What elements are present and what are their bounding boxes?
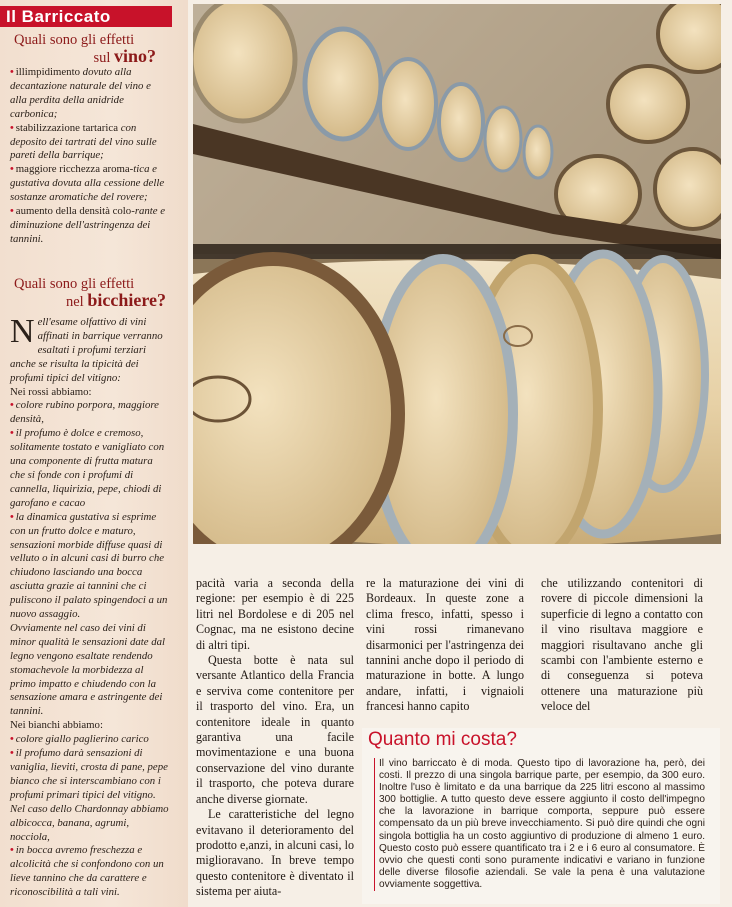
lower-barrels: [193, 254, 721, 544]
item-text: colore rubino porpora, maggiore densità,: [10, 399, 159, 426]
item-text: in bocca avremo freschezza e alcolicità che si confondono con un lieve tannino che da carattere e riconoscibilità a tali vini.: [10, 844, 164, 899]
list-item: [10, 66, 170, 122]
list-item: [10, 205, 170, 247]
item-text: rante e diminuzione dell'astringenza dei tannini.: [10, 205, 166, 245]
item-text: il profumo darà sensazioni di vaniglia, lieviti, crosta di pane, pepe bianco che si interscambiano con i profumi primari tipici del vitigno. Nel caso dello Chardonnay abbiamo albicocca, banana, agrumi, nocciola,: [10, 747, 169, 843]
question-line-2: sul: [93, 50, 111, 66]
cost-box-title: Quanto mi costa?: [368, 729, 517, 750]
paragraph: pacità varia a seconda della regione: per esempio è di 225 litri nel Bordolese e di 205 nel Cognac, ma ne esistono decine di altri tipi.: [196, 576, 354, 652]
bullet-icon: •: [10, 163, 14, 176]
bullet-icon: •: [10, 121, 14, 134]
question-heading-wine: [14, 32, 164, 66]
item-text: tica e gustativa dovuta alla cessione delle sostanze aromatiche del rovere;: [10, 163, 165, 204]
reds-list: [10, 399, 170, 622]
bullet-icon: •: [10, 844, 14, 857]
intro-paragraph: [10, 313, 170, 386]
bullet-icon: •: [10, 733, 14, 746]
bullet-icon: •: [10, 66, 14, 78]
body-column-3: [541, 576, 703, 715]
item-lead: maggiore ricchezza aroma-: [15, 163, 134, 176]
paragraph: Le caratteristiche del legno evitavano il deterioramento del prodotto e,anzi, in alcuni casi, lo miglioravano. In breve tempo questo contenitore è diventato il sistema per aiuta-: [196, 807, 354, 899]
list-item: [10, 747, 170, 844]
question-line-1: Quali sono gli effetti: [14, 32, 135, 48]
whites-list: [10, 733, 170, 900]
whites-heading: Nei bianchi abbiamo:: [10, 719, 103, 732]
question-keyword: bicchiere?: [87, 290, 166, 310]
paragraph: Questa botte è nata sul versante Atlantico della Francia e serviva come contenitore per il trasporto del vino. Era, un contenitore ideale in quanto garantiva una facile movimentazione e una buona conservazione del vino durante il trasporto, che poteva durare anche diverse giornate.: [196, 653, 354, 806]
item-text: il profumo è dolce e cremoso, solitamente tostato e vanigliato con una componente di frutta matura che si fonde con i profumi di cannella, liquirizia, pepe, chiodi di garofano e cacao: [10, 427, 165, 509]
wine-effects-list: [10, 66, 170, 247]
bullet-icon: •: [10, 747, 14, 760]
paragraph: re la maturazione dei vini di Bordeaux. In queste zone a clima fresco, infatti, spesso i vini rossi rimanevano disarmonici per l'astringenza dei tannini anche dopo il periodo di maturazione in botte. A lungo andare, infatti, i vignaioli francesi hanno capito: [366, 576, 524, 714]
question-heading-glass: [14, 276, 174, 310]
list-item: [10, 122, 170, 164]
list-item: [10, 163, 170, 205]
question-line-1: Quali sono gli effetti: [14, 276, 135, 292]
item-lead: illimpidimento: [15, 66, 80, 78]
item-text: dovuto alla decantazione naturale del vino e alla perdita della anidride carbonica;: [10, 66, 151, 120]
body-column-2: [366, 576, 524, 715]
paragraph: che utilizzando contenitori di rovere di piccole dimensioni la superficie di legno a contatto con il vino risultava maggiore e maggiori risultavano anche gli scambi con l'ambiente esterno e di conseguenza si poteva ottenere una maturazione più veloce del: [541, 576, 703, 714]
item-lead: stabilizzazione tartarica: [15, 121, 118, 134]
body-column-1: [196, 576, 354, 900]
bullet-icon: •: [10, 510, 14, 523]
list-item: [10, 427, 170, 510]
bullet-icon: •: [10, 427, 14, 440]
glass-effects-text: [10, 313, 170, 900]
list-item: [10, 399, 170, 427]
section-banner: Il Barriccato: [0, 6, 172, 27]
item-text: la dinamica gustativa si esprime con un frutto dolce e maturo, sensazioni morbide diffuse quasi di velluto o in alcuni casi di burro che chiudono lasciando una bocca asciutta grazie ai tannini che ci puliscono il palato spingendoci a un nuovo assaggio.: [10, 510, 168, 621]
barrel-cellar-photo: [193, 4, 721, 544]
list-item: [10, 844, 170, 900]
question-keyword: vino?: [113, 46, 156, 66]
reds-heading: Nei rossi abbiamo:: [10, 385, 92, 398]
barrel-illustration: [193, 4, 721, 544]
question-line-2: nel: [66, 294, 84, 310]
drop-cap: N: [10, 313, 35, 350]
bullet-icon: •: [10, 399, 14, 412]
cost-box-text: Il vino barriccato è di moda. Questo tipo di lavorazione ha, però, dei costi. Il prezzo di una singola barrique parte, per esempio, da 300 euro. Inoltre l'uso è limitato e da una barrique da 225 litri escono al massimo 300 bottiglie. A tutto questo deve essere aggiunto il costo dell'impegno che la lavorazione in barrique comporta, seppure può essere compensato da un più breve invecchiamento. Si può dire quindi che ogni singola bottiglia ha un costo aggiuntivo di produzione di almeno 1 euro. Questo costo può essere quantificato tra i 2 e i 6 euro al consumatore. È ovvio che questi conti sono puramente indicativi e variano in funzione delle diverse filosofie aziendali. Se vale la pena è una valutazione ovviamente soggettiva.: [374, 758, 705, 891]
list-item: [10, 511, 170, 622]
intro-text: ell'esame olfattivo di vini affinati in barrique verranno esaltati i profumi terziari anche se risulta la tipicità dei profumi tipici del vitigno:: [10, 316, 163, 384]
lower-quality-paragraph: Ovviamente nel caso dei vini di minor qualità le sensazioni date dal legno vengono esaltate rendendo stomachevole la morbidezza al primo impatto e chiudendo con la sensazione amara e astringente dei tannini.: [10, 621, 166, 718]
bullet-icon: •: [10, 205, 14, 218]
list-item: [10, 733, 170, 747]
item-lead: aumento della densità colo-: [15, 205, 135, 218]
item-text: colore giallo paglierino carico: [15, 733, 149, 746]
item-text: con deposito dei tartrati del vino sulle pareti della barrique;: [10, 121, 157, 162]
